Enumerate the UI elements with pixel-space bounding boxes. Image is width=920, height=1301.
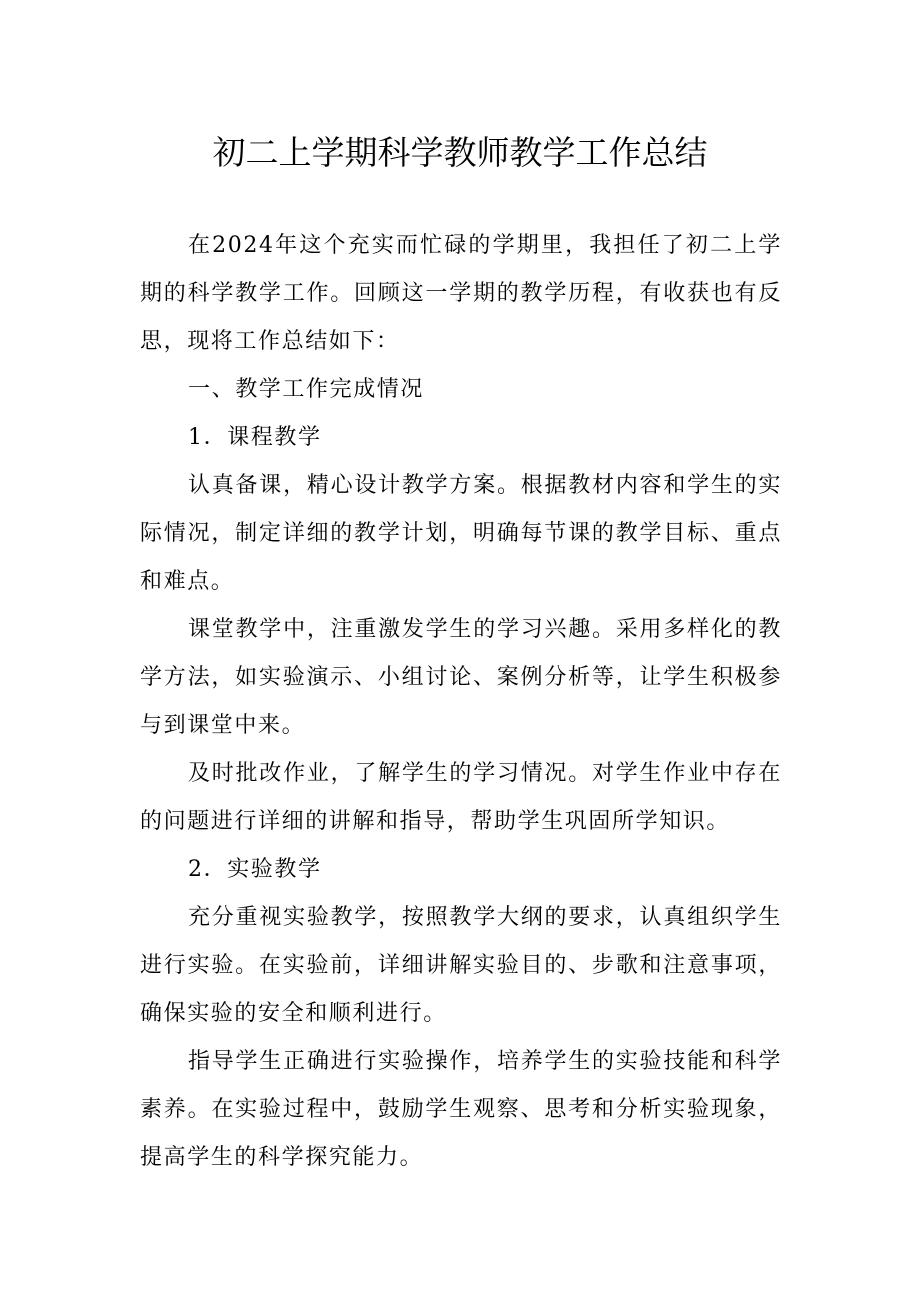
- intro-paragraph: 在2024年这个充实而忙碌的学期里，我担任了初二上学期的科学教学工作。回顾这一学期的教学历程，有收获也有反思，现将工作总结如下：: [140, 233, 782, 354]
- subsection-heading-experiment-teaching: 2．实验教学: [188, 857, 322, 882]
- subsection-heading-course-teaching: 1．课程教学: [188, 425, 322, 450]
- paragraph-experiment-organization: 充分重视实验教学，按照教学大纲的要求，认真组织学生进行实验。在实验前，详细讲解实验目的、步歌和注意事项，确保实验的安全和顺利进行。: [140, 905, 782, 1026]
- document-body: [140, 222, 782, 1182]
- paragraph-experiment-guidance: 指导学生正确进行实验操作，培养学生的实验技能和科学素养。在实验过程中，鼓励学生观察、思考和分析实验现象，提高学生的科学探究能力。: [140, 1049, 782, 1170]
- paragraph-homework-correction: 及时批改作业，了解学生的学习情况。对学生作业中存在的问题进行详细的讲解和指导，帮助学生巩固所学知识。: [140, 761, 782, 834]
- document-title: 初二上学期科学教师教学工作总结: [212, 133, 708, 172]
- section-heading-1: 一、教学工作完成情况: [188, 377, 425, 402]
- paragraph-lesson-preparation: 认真备课，精心设计教学方案。根据教材内容和学生的实际情况，制定详细的教学计划，明确每节课的教学目标、重点和难点。: [140, 473, 782, 594]
- paragraph-classroom-teaching: 课堂教学中，注重激发学生的学习兴趣。采用多样化的教学方法，如实验演示、小组讨论、案例分析等，让学生积极参与到课堂中来。: [140, 617, 782, 738]
